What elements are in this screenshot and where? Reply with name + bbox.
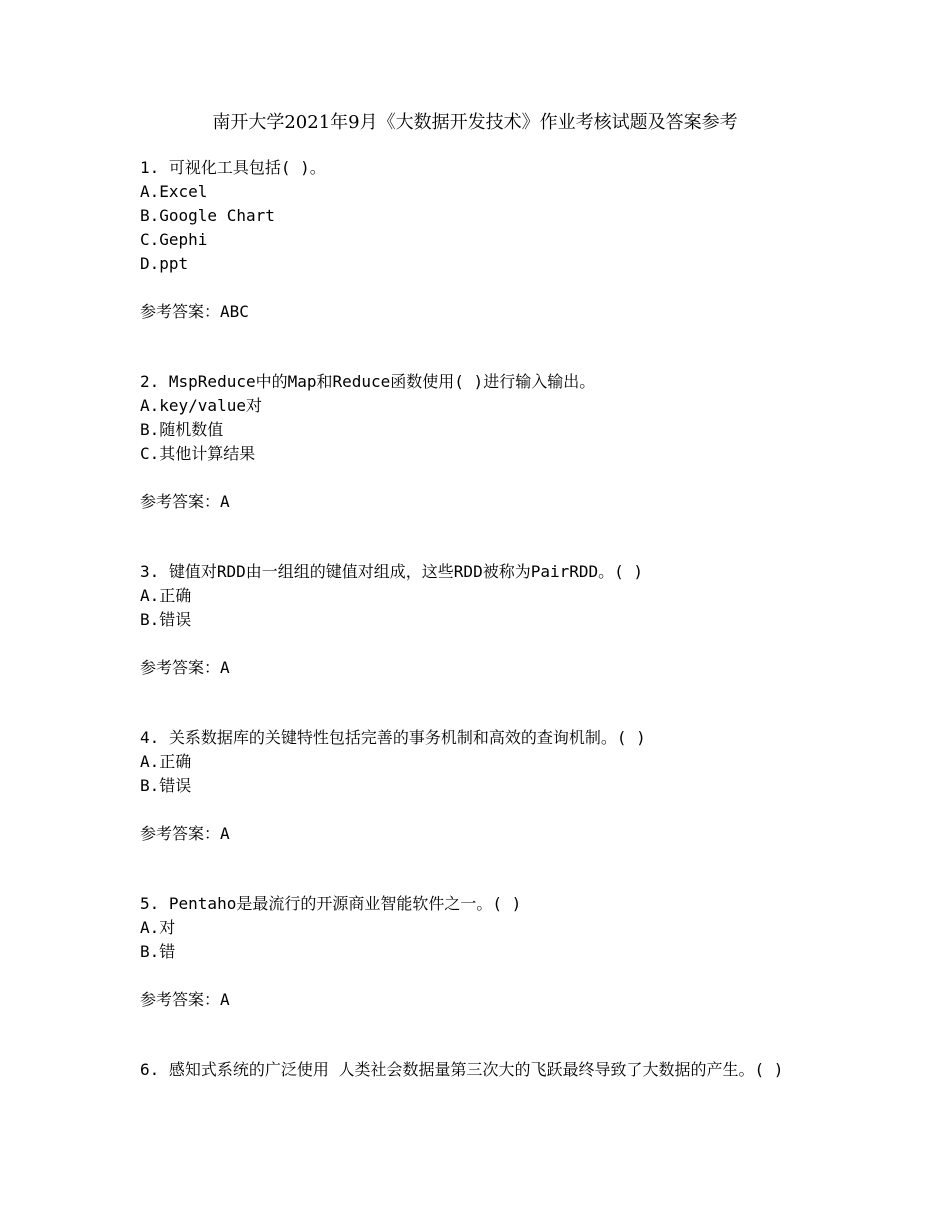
reference-answer: 参考答案：A bbox=[140, 990, 230, 1009]
question-list bbox=[140, 156, 820, 1082]
question-spacer bbox=[140, 680, 820, 726]
option-c: C.其他计算结果 bbox=[140, 444, 256, 463]
question-5 bbox=[140, 892, 820, 1012]
option-b: B.错误 bbox=[140, 776, 192, 795]
option-a: A.key/value对 bbox=[140, 396, 262, 415]
option-a: A.对 bbox=[140, 918, 176, 937]
question-spacer bbox=[140, 514, 820, 560]
reference-answer: 参考答案：A bbox=[140, 658, 230, 677]
question-1 bbox=[140, 156, 820, 324]
option-b: B.错 bbox=[140, 942, 176, 961]
question-text: 5. Pentaho是最流行的开源商业智能软件之一。( ) bbox=[140, 894, 522, 913]
question-4 bbox=[140, 726, 820, 846]
reference-answer: 参考答案：ABC bbox=[140, 302, 249, 321]
question-text: 2. MspReduce中的Map和Reduce函数使用( )进行输入输出。 bbox=[140, 372, 596, 391]
document-title: 南开大学2021年9月《大数据开发技术》作业考核试题及答案参考 bbox=[212, 112, 738, 133]
question-text: 6. 感知式系统的广泛使用 人类社会数据量第三次大的飞跃最终导致了大数据的产生。( ) bbox=[140, 1060, 784, 1079]
question-6 bbox=[140, 1058, 820, 1082]
option-a: A.正确 bbox=[140, 752, 192, 771]
question-spacer bbox=[140, 846, 820, 892]
option-b: B.Google Chart bbox=[140, 206, 275, 225]
option-b: B.错误 bbox=[140, 610, 192, 629]
question-text: 3. 键值对RDD由一组组的键值对组成，这些RDD被称为PairRDD。( ) bbox=[140, 562, 644, 581]
option-a: A.正确 bbox=[140, 586, 192, 605]
option-a: A.Excel bbox=[140, 182, 208, 201]
question-text: 4. 关系数据库的关键特性包括完善的事务机制和高效的查询机制。( ) bbox=[140, 728, 646, 747]
question-spacer bbox=[140, 324, 820, 370]
question-text: 1. 可视化工具包括( )。 bbox=[140, 158, 326, 177]
option-b: B.随机数值 bbox=[140, 420, 224, 439]
question-2 bbox=[140, 370, 820, 514]
option-d: D.ppt bbox=[140, 254, 189, 273]
option-c: C.Gephi bbox=[140, 230, 208, 249]
reference-answer: 参考答案：A bbox=[140, 824, 230, 843]
reference-answer: 参考答案：A bbox=[140, 492, 230, 511]
question-spacer bbox=[140, 1012, 820, 1058]
question-3 bbox=[140, 560, 820, 680]
